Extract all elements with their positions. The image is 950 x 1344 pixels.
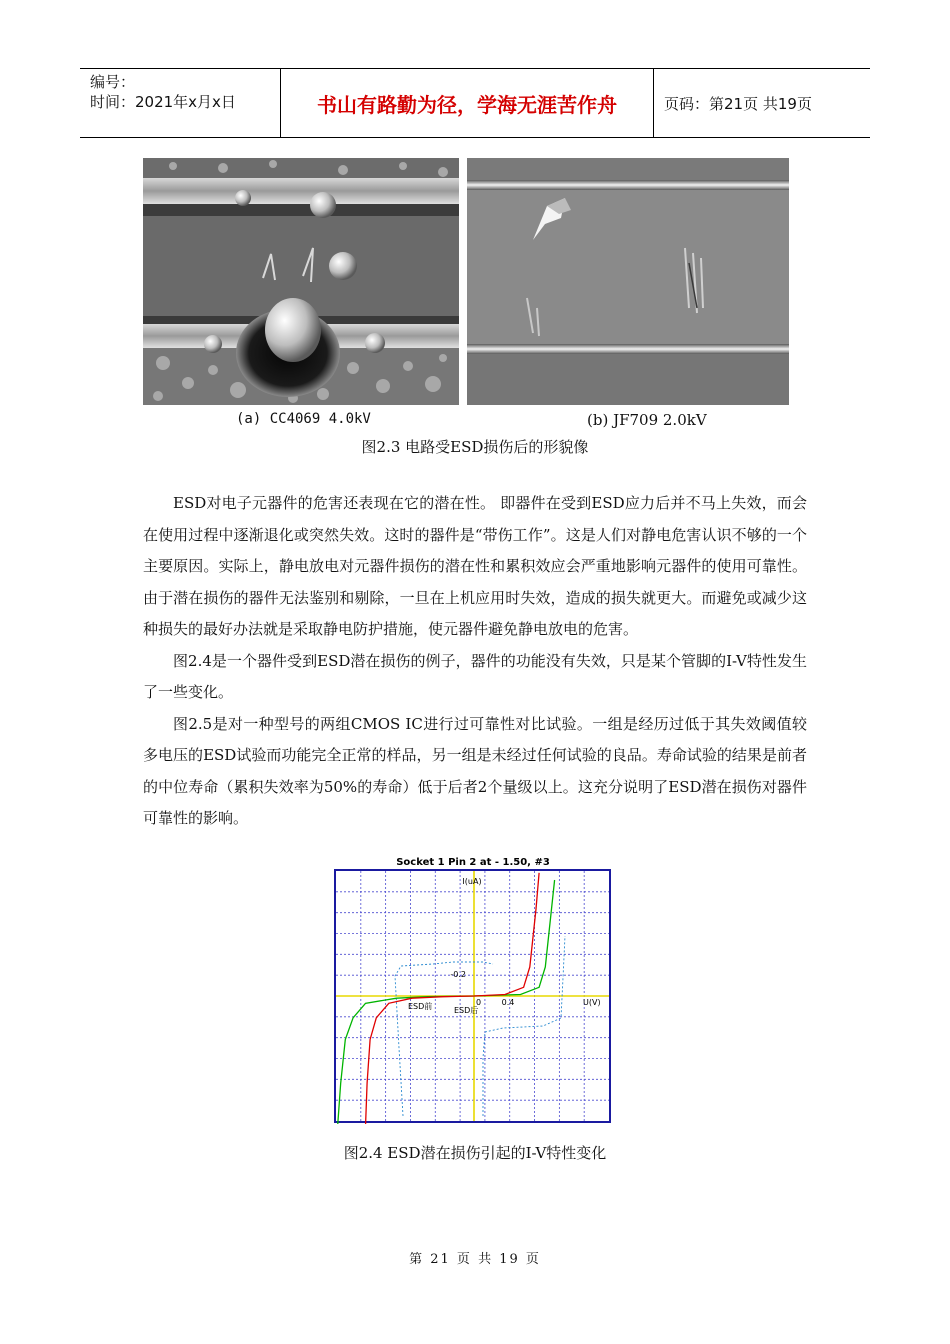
photo-caption-a: (a) CC4069 4.0kV [236,411,371,427]
paragraph-1: ESD对电子元器件的危害还表现在它的潜在性。 即器件在受到ESD应力后并不马上失效，而会在使用过程中逐渐退化或突然失效。这时的器件是“带伤工作”。这是人们对静电危害认识不够的一个主要原因。实际上，静电放电对元器件损伤的潜在性和累积效应会严重地影响元器件的使用可靠性。由于潜在损伤的器件无法鉴别和剔除，一旦在上机应用时失效，造成的损失就更大。而避免或减少这种损失的最好办法就是采取静电防护措施，使元器件避免静电放电的危害。 [143,494,807,638]
paragraph-2: 图2.4是一个器件受到ESD潜在损伤的例子，器件的功能没有失效，只是某个管脚的I-V特性发生了一些变化。 [143,651,807,701]
sem-photo-jf709 [467,158,789,405]
y-axis-label: I(uA) [462,877,482,886]
body-text [143,488,807,835]
header-motto: 书山有路勤为径，学海无涯苦作舟 [281,69,654,137]
photo-caption-b: (b) JF709 2.0kV [587,411,707,429]
sem-photo-cc4069 [143,158,459,405]
tick-label: 0.4 [501,998,515,1007]
annotation-esd-after: ESD后 [454,1006,479,1015]
header-meta [80,69,281,137]
figure-2-3-caption: 图2.3 电路受ESD损伤后的形貌像 [361,438,589,456]
number-label: 编号： [90,73,136,91]
page-footer: 第 21 页 共 19 页 [409,1252,541,1267]
tick-label: -0.2 [450,970,466,979]
tick-label: 0 [476,998,482,1007]
x-axis-label: U(V) [583,998,601,1007]
time-label: 时间：2021年x月x日 [90,93,236,111]
figure-2-4-caption: 图2.4 ESD潜在损伤引起的I-V特性变化 [343,1144,607,1162]
paragraph-3: 图2.5是对一种型号的两组CMOS IC进行过可靠性对比试验。一组是经历过低于其失效阈值较多电压的ESD试验而功能完全正常的样品，另一组是未经过任何试验的良品。寿命试验的结果是前者的中位寿命（累积失效率为50%的寿命）低于后者2个量级以上。这充分说明了ESD潜在损伤对器件可靠性的影响。 [143,714,807,827]
header-page-info: 页码：第21页 共19页 [664,94,812,113]
chart-title: Socket 1 Pin 2 at - 1.50, #3 [396,857,550,868]
annotation-esd-before: ESD前 [408,1002,433,1011]
iv-curve-chart [333,868,613,1124]
page-header [80,68,870,138]
